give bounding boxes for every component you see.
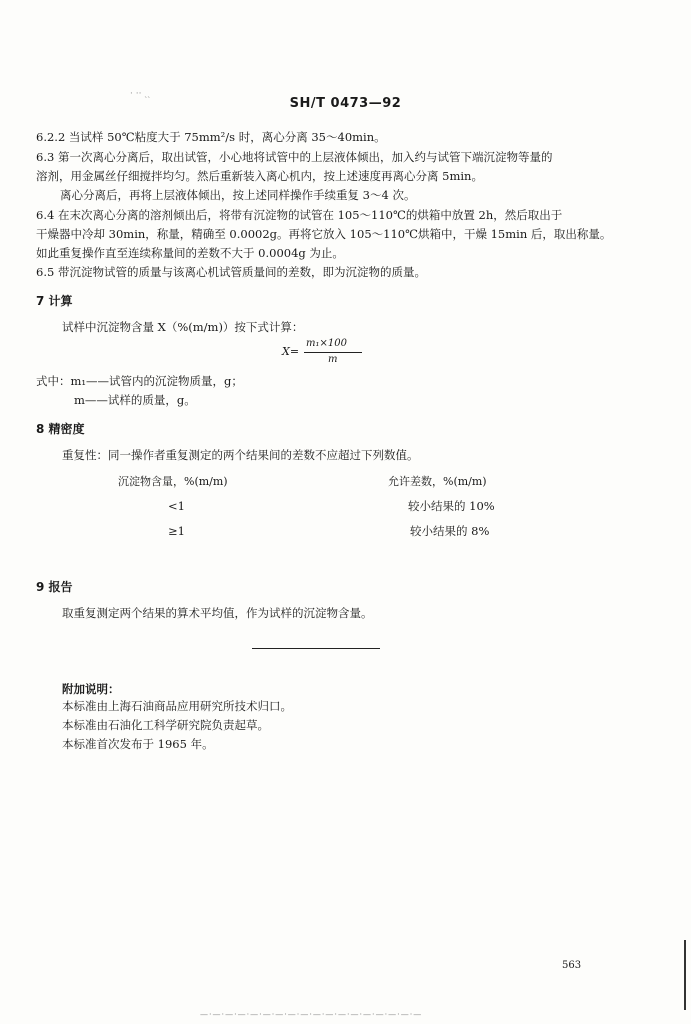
- appendix-line-1: 本标准由上海石油商品应用研究所技术归口。: [62, 699, 292, 713]
- para-6-3-line2: 溶剂，用金属丝仔细搅拌均匀。然后重新装入离心机内，按上述速度再离心分离 5min。: [36, 169, 483, 183]
- where-line-2: m——试样的质量，g。: [74, 393, 196, 407]
- section-9-text: 取重复测定两个结果的算术平均值，作为试样的沉淀物含量。: [62, 606, 373, 620]
- para-6-3-line1: 6.3 第一次离心分离后，取出试管，小心地将试管中的上层液体倾出，加入约与试管下端沉淀物等量的: [36, 150, 553, 164]
- appendix-line-2: 本标准由石油化工科学研究院负责起草。: [62, 718, 269, 732]
- precision-row1-range: <1: [168, 499, 185, 513]
- precision-col2-header: 允许差数，%(m/m): [388, 475, 487, 488]
- para-6-5: 6.5 带沉淀物试管的质量与该离心机试管质量间的差数，即为沉淀物的质量。: [36, 265, 426, 279]
- scan-artifact: · ·· ˏˏ: [130, 89, 151, 99]
- precision-col1-header: 沉淀物含量，%(m/m): [118, 475, 228, 488]
- appendix-line-3: 本标准首次发布于 1965 年。: [62, 737, 214, 751]
- precision-row2-allow: 较小结果的 8%: [410, 524, 490, 538]
- section-8-title: 8 精密度: [36, 422, 85, 436]
- para-6-4-line3: 如此重复操作直至连续称量间的差数不大于 0.0004g 为止。: [36, 246, 344, 260]
- formula-numerator: m₁×100: [306, 338, 347, 349]
- appendix-title: 附加说明：: [62, 682, 120, 696]
- formula-lhs: X=: [282, 345, 300, 358]
- separator-rule: [252, 648, 380, 649]
- para-6-4-line2: 干燥器中冷却 30min，称量，精确至 0.0002g。再将它放入 105～110℃烘箱中，干燥 15min 后，取出称量。: [36, 227, 612, 241]
- bottom-scan-marks: —·—·—·—·—·—·—·—·—·—·—·—·—·—·—·—·—·—: [200, 1010, 423, 1019]
- standard-header: SH/T 0473—92: [289, 96, 402, 111]
- page-number: 563: [562, 960, 582, 971]
- para-6-4-line1: 6.4 在末次离心分离的溶剂倾出后，将带有沉淀物的试管在 105～110℃的烘箱中放置 2h，然后取出于: [36, 208, 563, 222]
- para-6-3-line3: 离心分离后，再将上层液体倾出，按上述同样操作手续重复 3～4 次。: [60, 188, 416, 202]
- scan-edge-line: [684, 940, 686, 1010]
- section-7-title: 7 计算: [36, 294, 73, 308]
- fraction-bar: [304, 352, 362, 353]
- section-9-title: 9 报告: [36, 580, 73, 594]
- para-6-2-2: 6.2.2 当试样 50℃粘度大于 75mm²/s 时，离心分离 35～40min。: [36, 130, 386, 144]
- precision-row1-allow: 较小结果的 10%: [408, 499, 495, 513]
- section-8-intro: 重复性：同一操作者重复测定的两个结果间的差数不应超过下列数值。: [62, 448, 419, 462]
- section-7-intro: 试样中沉淀物含量 X（%(m/m)）按下式计算：: [62, 320, 304, 334]
- formula-denominator: m: [328, 354, 338, 365]
- where-line-1: 式中：m₁——试管内的沉淀物质量，g；: [36, 374, 243, 388]
- precision-row2-range: ≥1: [168, 524, 185, 538]
